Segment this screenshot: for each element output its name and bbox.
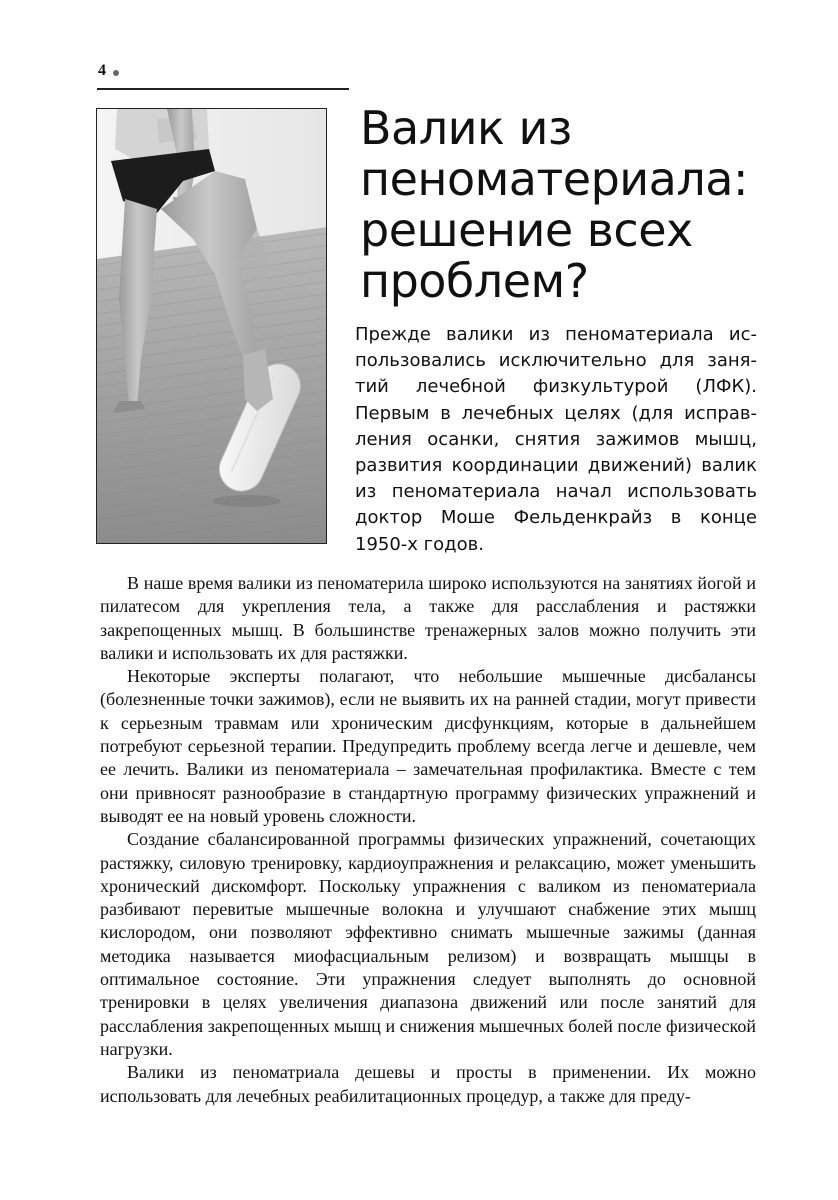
exercise-photo [96,108,327,544]
body-paragraph-4: Валики из пеноматриала дешевы и просты в применении. Их можно использовать для лечебных реабилитационных процедур, а также для преду- [100,1062,756,1106]
article-title: Валик из пеноматериала: решение всех проблем? [360,101,748,308]
article-intro: Прежде валики из пеноматериала использовались исключительно для занятий лечебной физкультурой (ЛФК). Первым в лечебных целях (для исправления осанки, снятия зажимов мышц, развития координации движений) валик из пеноматериала начал использовать доктор Моше Фельденкрайз в конце 1950-х годов. [355,324,757,555]
body-paragraph-1: В наше время валики из пеноматерила широко используются на занятиях йогой и пилатесом для укрепления тела, а также для расслабления и растяжки закрепощенных мышц. В большинстве тренажерных залов можно получить эти валики и использовать их для растяжки. [100,573,756,663]
article-body [100,572,756,1108]
page-header [97,62,349,90]
foam-roller-calf-exercise-illustration [97,109,327,544]
page-number: 4 [98,62,106,79]
page-number-dot-icon [113,70,119,76]
body-paragraph-3: Создание сбалансированной программы физических упражнений, сочетающих растяжку, силовую тренировку, кардиоупражнения и релаксацию, может уменьшить хронический дискомфорт. Поскольку упражнения с валиком из пеноматериала разбивают перевитые мышечные волокна и улучшают снабжение этих мышц кислородом, они позволяют эффективно снимать мышечные зажимы (данная методика называется миофасциальным релизом) и возвращать мышцы в оптимальное состояние. Эти упражнения следует выполнять до основной тренировки в целях увеличения диапазона движений или после занятий для расслабления закрепощенных мышц и снижения мышечных болей после физической нагрузки. [100,829,756,1059]
body-paragraph-2: Некоторые эксперты полагают, что небольшие мышечные дисбалансы (болезненные точки зажимов), если не выявить их на ранней стадии, могут привести к серьезным травмам или хроническим дисфункциям, которые в дальнейшем потребуют серьезной терапии. Предупредить проблему всегда легче и дешевле, чем ее лечить. Валики из пеноматериала – замечательная профилактика. Вместе с тем они привносят разнообразие в стандартную программу физических упражнений и выводят ее на новый уровень сложности. [100,666,756,826]
